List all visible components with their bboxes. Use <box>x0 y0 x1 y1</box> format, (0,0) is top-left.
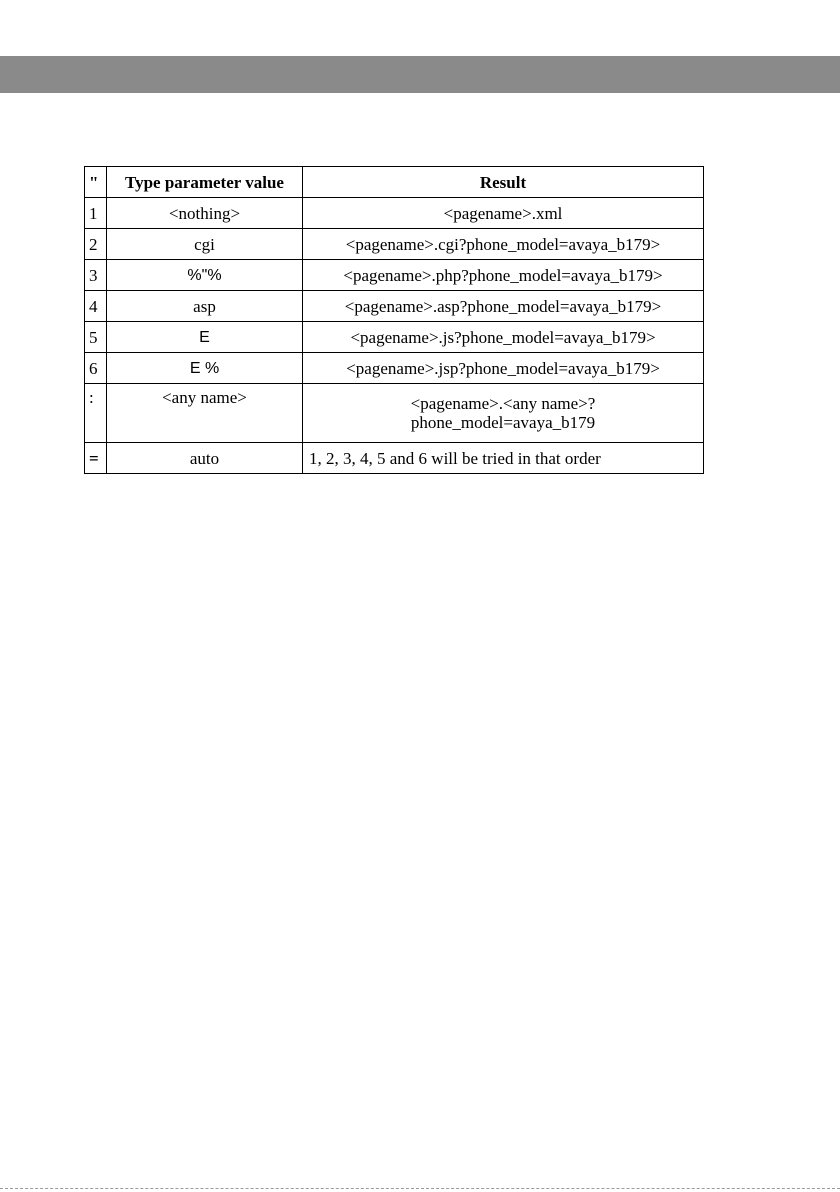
row-result: <pagename>.cgi?phone_model=avaya_b179> <box>303 229 704 260</box>
bottom-rule <box>0 1188 840 1189</box>
row-result: <pagename>.js?phone_model=avaya_b179> <box>303 322 704 353</box>
row-num: 4 <box>85 291 107 322</box>
table-row <box>85 198 704 229</box>
row-num: 3 <box>85 260 107 291</box>
row-result <box>303 384 704 443</box>
row-result: 1, 2, 3, 4, 5 and 6 will be tried in that order <box>303 443 704 474</box>
table-row <box>85 260 704 291</box>
row-result: <pagename>.asp?phone_model=avaya_b179> <box>303 291 704 322</box>
header-bar <box>0 56 840 93</box>
row-type: <any name> <box>107 384 303 443</box>
row-num: 1 <box>85 198 107 229</box>
row-num: 2 <box>85 229 107 260</box>
table-row <box>85 322 704 353</box>
row-type: E <box>107 322 303 353</box>
table-row <box>85 443 704 474</box>
row-type: asp <box>107 291 303 322</box>
row-type: <nothing> <box>107 198 303 229</box>
row-result: <pagename>.xml <box>303 198 704 229</box>
row-type: %"% <box>107 260 303 291</box>
header-type: Type parameter value <box>107 167 303 198</box>
row-type: auto <box>107 443 303 474</box>
table-row <box>85 353 704 384</box>
row-num: 5 <box>85 322 107 353</box>
row-result: <pagename>.php?phone_model=avaya_b179> <box>303 260 704 291</box>
row-result-line2: phone_model=avaya_b179 <box>410 413 596 432</box>
table-row <box>85 384 704 443</box>
row-num: 6 <box>85 353 107 384</box>
row-num: = <box>85 443 107 474</box>
header-result: Result <box>303 167 704 198</box>
row-result-line1: <pagename>.<any name>? <box>410 394 596 413</box>
type-parameter-table <box>84 166 704 474</box>
row-type: E % <box>107 353 303 384</box>
table-header-row <box>85 167 704 198</box>
table-row <box>85 229 704 260</box>
row-type: cgi <box>107 229 303 260</box>
header-num: " <box>85 167 107 198</box>
row-result: <pagename>.jsp?phone_model=avaya_b179> <box>303 353 704 384</box>
table-row <box>85 291 704 322</box>
row-num: : <box>85 384 107 443</box>
